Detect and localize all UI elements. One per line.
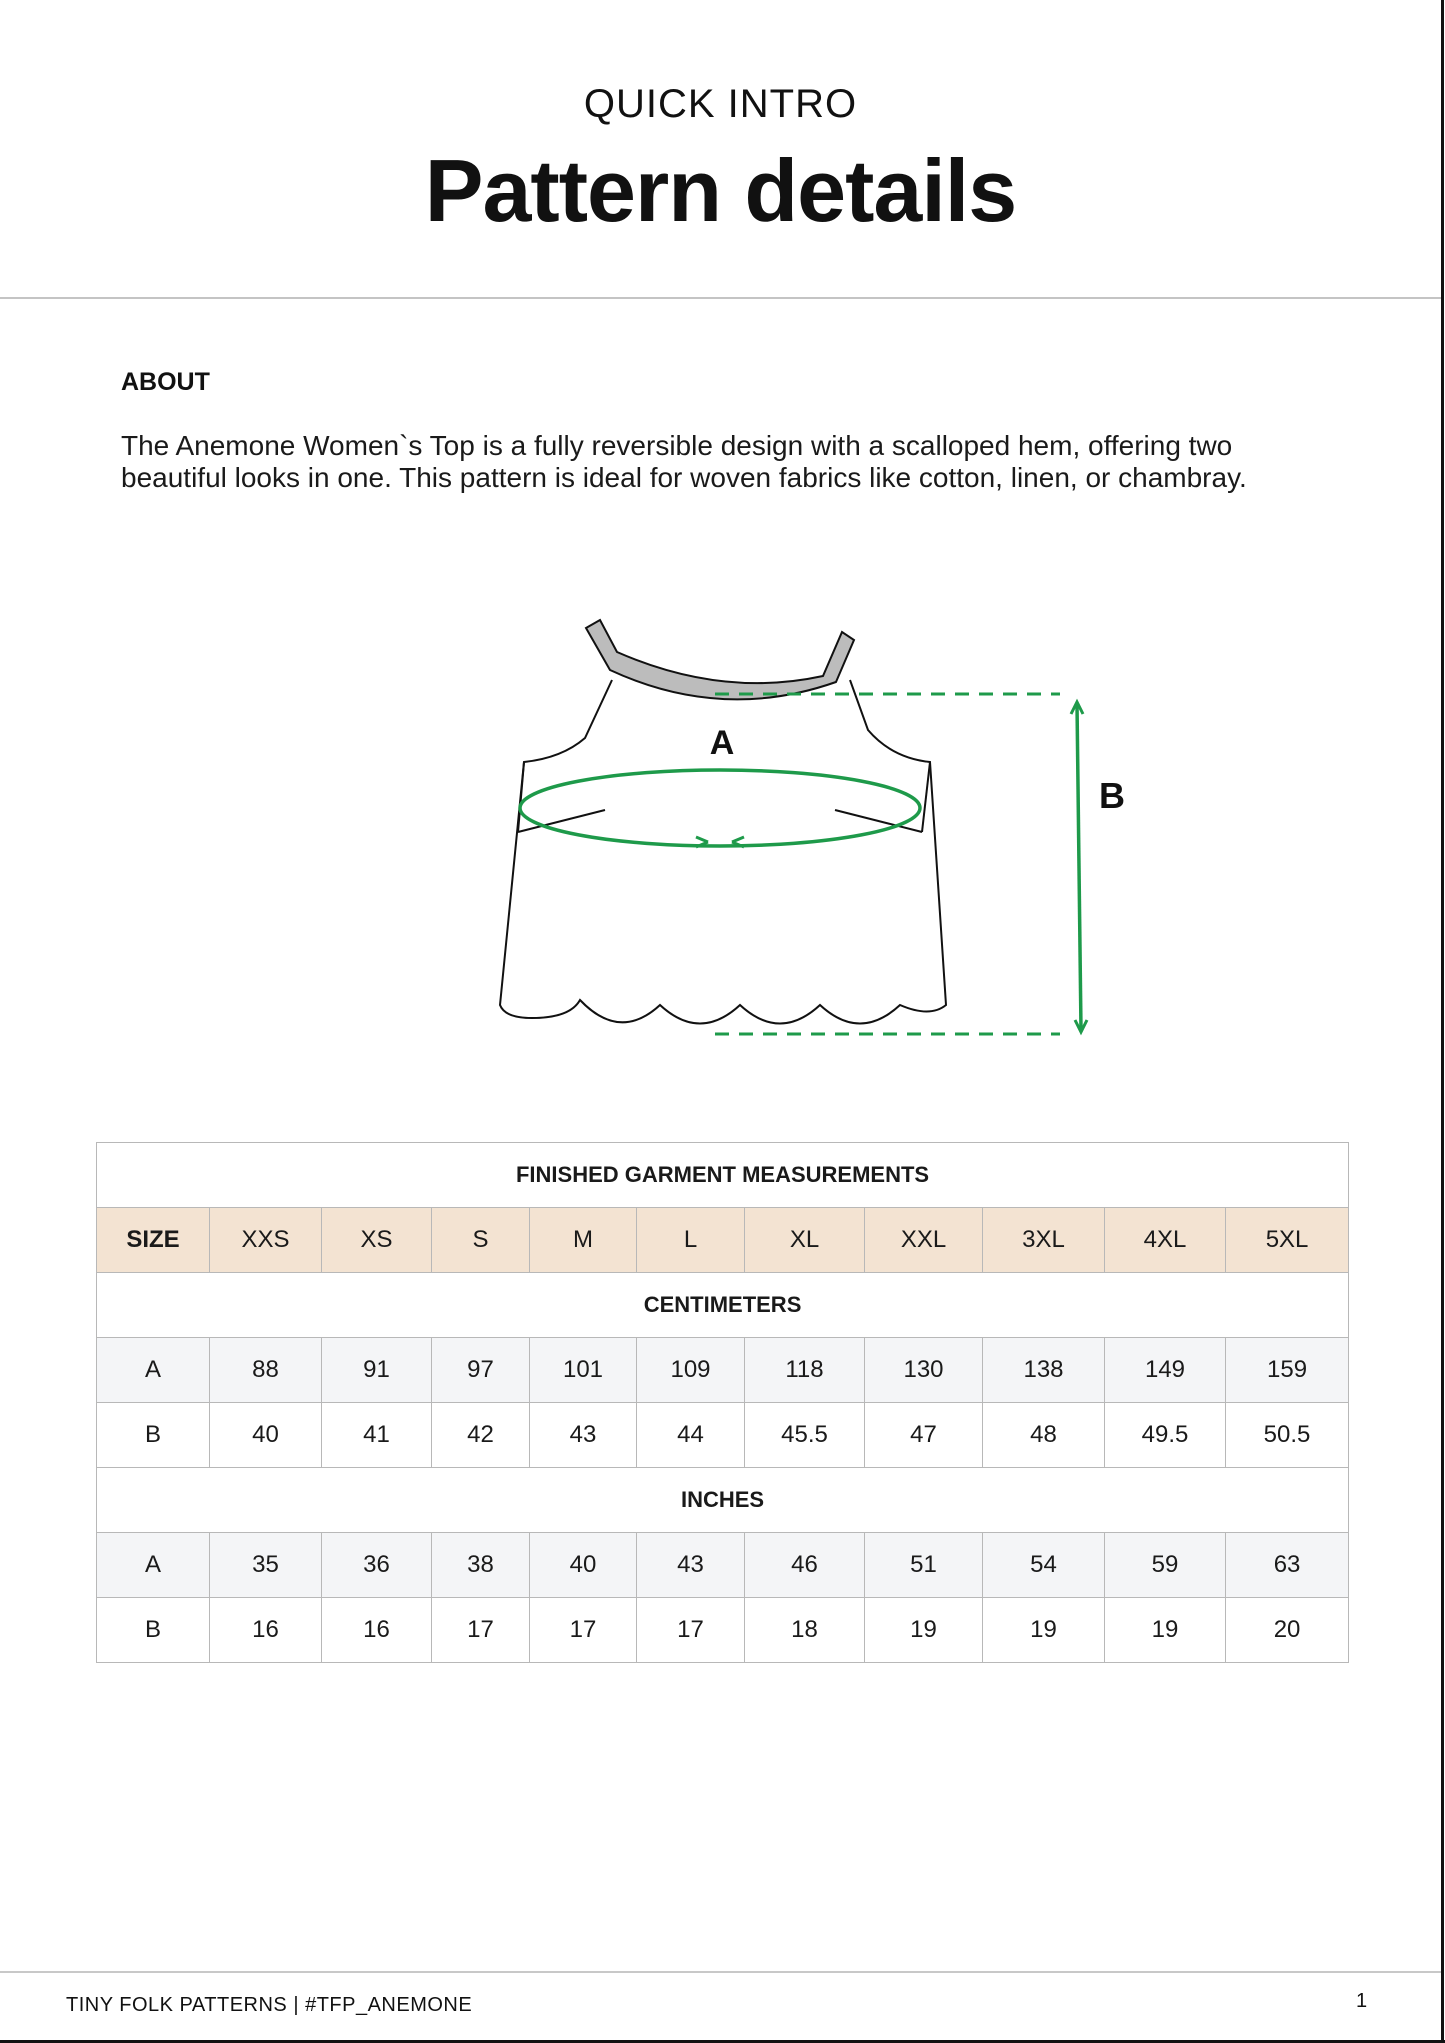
page-title: Pattern details bbox=[424, 141, 1017, 240]
measurement-value-cell: 41 bbox=[322, 1403, 432, 1468]
size-label-cell: SIZE bbox=[97, 1208, 210, 1273]
size-cell: S bbox=[432, 1208, 530, 1273]
measurement-value-cell: 49.5 bbox=[1105, 1403, 1226, 1468]
garment-measurement-illustration bbox=[460, 610, 1180, 1050]
measurement-value-cell: 101 bbox=[530, 1338, 637, 1403]
measurement-value-cell: 54 bbox=[983, 1533, 1105, 1598]
measurement-value-cell: 19 bbox=[983, 1598, 1105, 1663]
measurement-row bbox=[97, 1598, 1349, 1663]
measurement-value-cell: 118 bbox=[745, 1338, 865, 1403]
measurement-value-cell: 18 bbox=[745, 1598, 865, 1663]
measurement-a-label: A bbox=[709, 724, 735, 762]
measurement-value-cell: 17 bbox=[637, 1598, 745, 1663]
size-cell: M bbox=[530, 1208, 637, 1273]
page-header bbox=[0, 0, 1441, 299]
measurement-row bbox=[97, 1338, 1349, 1403]
measurement-value-cell: 43 bbox=[637, 1533, 745, 1598]
measurement-value-cell: 36 bbox=[322, 1533, 432, 1598]
section-heading: INCHES bbox=[97, 1468, 1349, 1533]
size-cell: L bbox=[637, 1208, 745, 1273]
measurement-b-label: B bbox=[1099, 775, 1125, 816]
size-cell: XS bbox=[322, 1208, 432, 1273]
section-row bbox=[97, 1468, 1349, 1533]
measurement-value-cell: 17 bbox=[530, 1598, 637, 1663]
measurement-value-cell: 35 bbox=[210, 1533, 322, 1598]
about-paragraph: The Anemone Women`s Top is a fully reversible design with a scalloped hem, offering two beautiful looks in one. This pattern is ideal for woven fabrics like cotton, linen, or chambray. bbox=[121, 430, 1247, 493]
section-row bbox=[97, 1273, 1349, 1338]
measurement-value-cell: 63 bbox=[1226, 1533, 1349, 1598]
footer-divider bbox=[0, 1971, 1441, 1973]
measurement-value-cell: 17 bbox=[432, 1598, 530, 1663]
measurement-value-cell: 43 bbox=[530, 1403, 637, 1468]
measurement-value-cell: 46 bbox=[745, 1533, 865, 1598]
size-cell: 5XL bbox=[1226, 1208, 1349, 1273]
measurement-row bbox=[97, 1533, 1349, 1598]
measurement-row bbox=[97, 1403, 1349, 1468]
measurement-value-cell: 130 bbox=[865, 1338, 983, 1403]
footer-brand-hashtag: TINY FOLK PATTERNS | #TFP_ANEMONE bbox=[66, 1994, 473, 2016]
measurement-b-line bbox=[1077, 704, 1081, 1030]
measurement-table bbox=[96, 1142, 1349, 1663]
page-right-border bbox=[1441, 0, 1444, 2043]
measurement-value-cell: 20 bbox=[1226, 1598, 1349, 1663]
measurement-label-cell: A bbox=[97, 1533, 210, 1598]
measurement-value-cell: 97 bbox=[432, 1338, 530, 1403]
measurement-value-cell: 40 bbox=[210, 1403, 322, 1468]
measurement-label-cell: B bbox=[97, 1403, 210, 1468]
measurement-value-cell: 48 bbox=[983, 1403, 1105, 1468]
measurement-value-cell: 159 bbox=[1226, 1338, 1349, 1403]
measurement-value-cell: 19 bbox=[865, 1598, 983, 1663]
measurement-value-cell: 16 bbox=[322, 1598, 432, 1663]
measurement-label-cell: A bbox=[97, 1338, 210, 1403]
table-title: FINISHED GARMENT MEASUREMENTS bbox=[97, 1143, 1349, 1208]
size-header-row bbox=[97, 1208, 1349, 1273]
measurement-value-cell: 149 bbox=[1105, 1338, 1226, 1403]
measurement-value-cell: 40 bbox=[530, 1533, 637, 1598]
measurement-value-cell: 44 bbox=[637, 1403, 745, 1468]
size-cell: XXL bbox=[865, 1208, 983, 1273]
measurement-value-cell: 45.5 bbox=[745, 1403, 865, 1468]
measurement-value-cell: 138 bbox=[983, 1338, 1105, 1403]
page-number: 1 bbox=[1356, 1990, 1368, 2012]
measurement-value-cell: 16 bbox=[210, 1598, 322, 1663]
measurement-value-cell: 38 bbox=[432, 1533, 530, 1598]
measurement-value-cell: 59 bbox=[1105, 1533, 1226, 1598]
measurement-value-cell: 109 bbox=[637, 1338, 745, 1403]
size-cell: XXS bbox=[210, 1208, 322, 1273]
measurement-label-cell: B bbox=[97, 1598, 210, 1663]
size-cell: XL bbox=[745, 1208, 865, 1273]
measurement-value-cell: 88 bbox=[210, 1338, 322, 1403]
section-heading: CENTIMETERS bbox=[97, 1273, 1349, 1338]
about-heading: ABOUT bbox=[121, 368, 210, 396]
size-cell: 4XL bbox=[1105, 1208, 1226, 1273]
measurement-value-cell: 19 bbox=[1105, 1598, 1226, 1663]
measurement-value-cell: 47 bbox=[865, 1403, 983, 1468]
page-subtitle: QUICK INTRO bbox=[583, 82, 858, 126]
measurement-value-cell: 91 bbox=[322, 1338, 432, 1403]
measurement-value-cell: 42 bbox=[432, 1403, 530, 1468]
measurement-value-cell: 51 bbox=[865, 1533, 983, 1598]
measurement-value-cell: 50.5 bbox=[1226, 1403, 1349, 1468]
size-cell: 3XL bbox=[983, 1208, 1105, 1273]
